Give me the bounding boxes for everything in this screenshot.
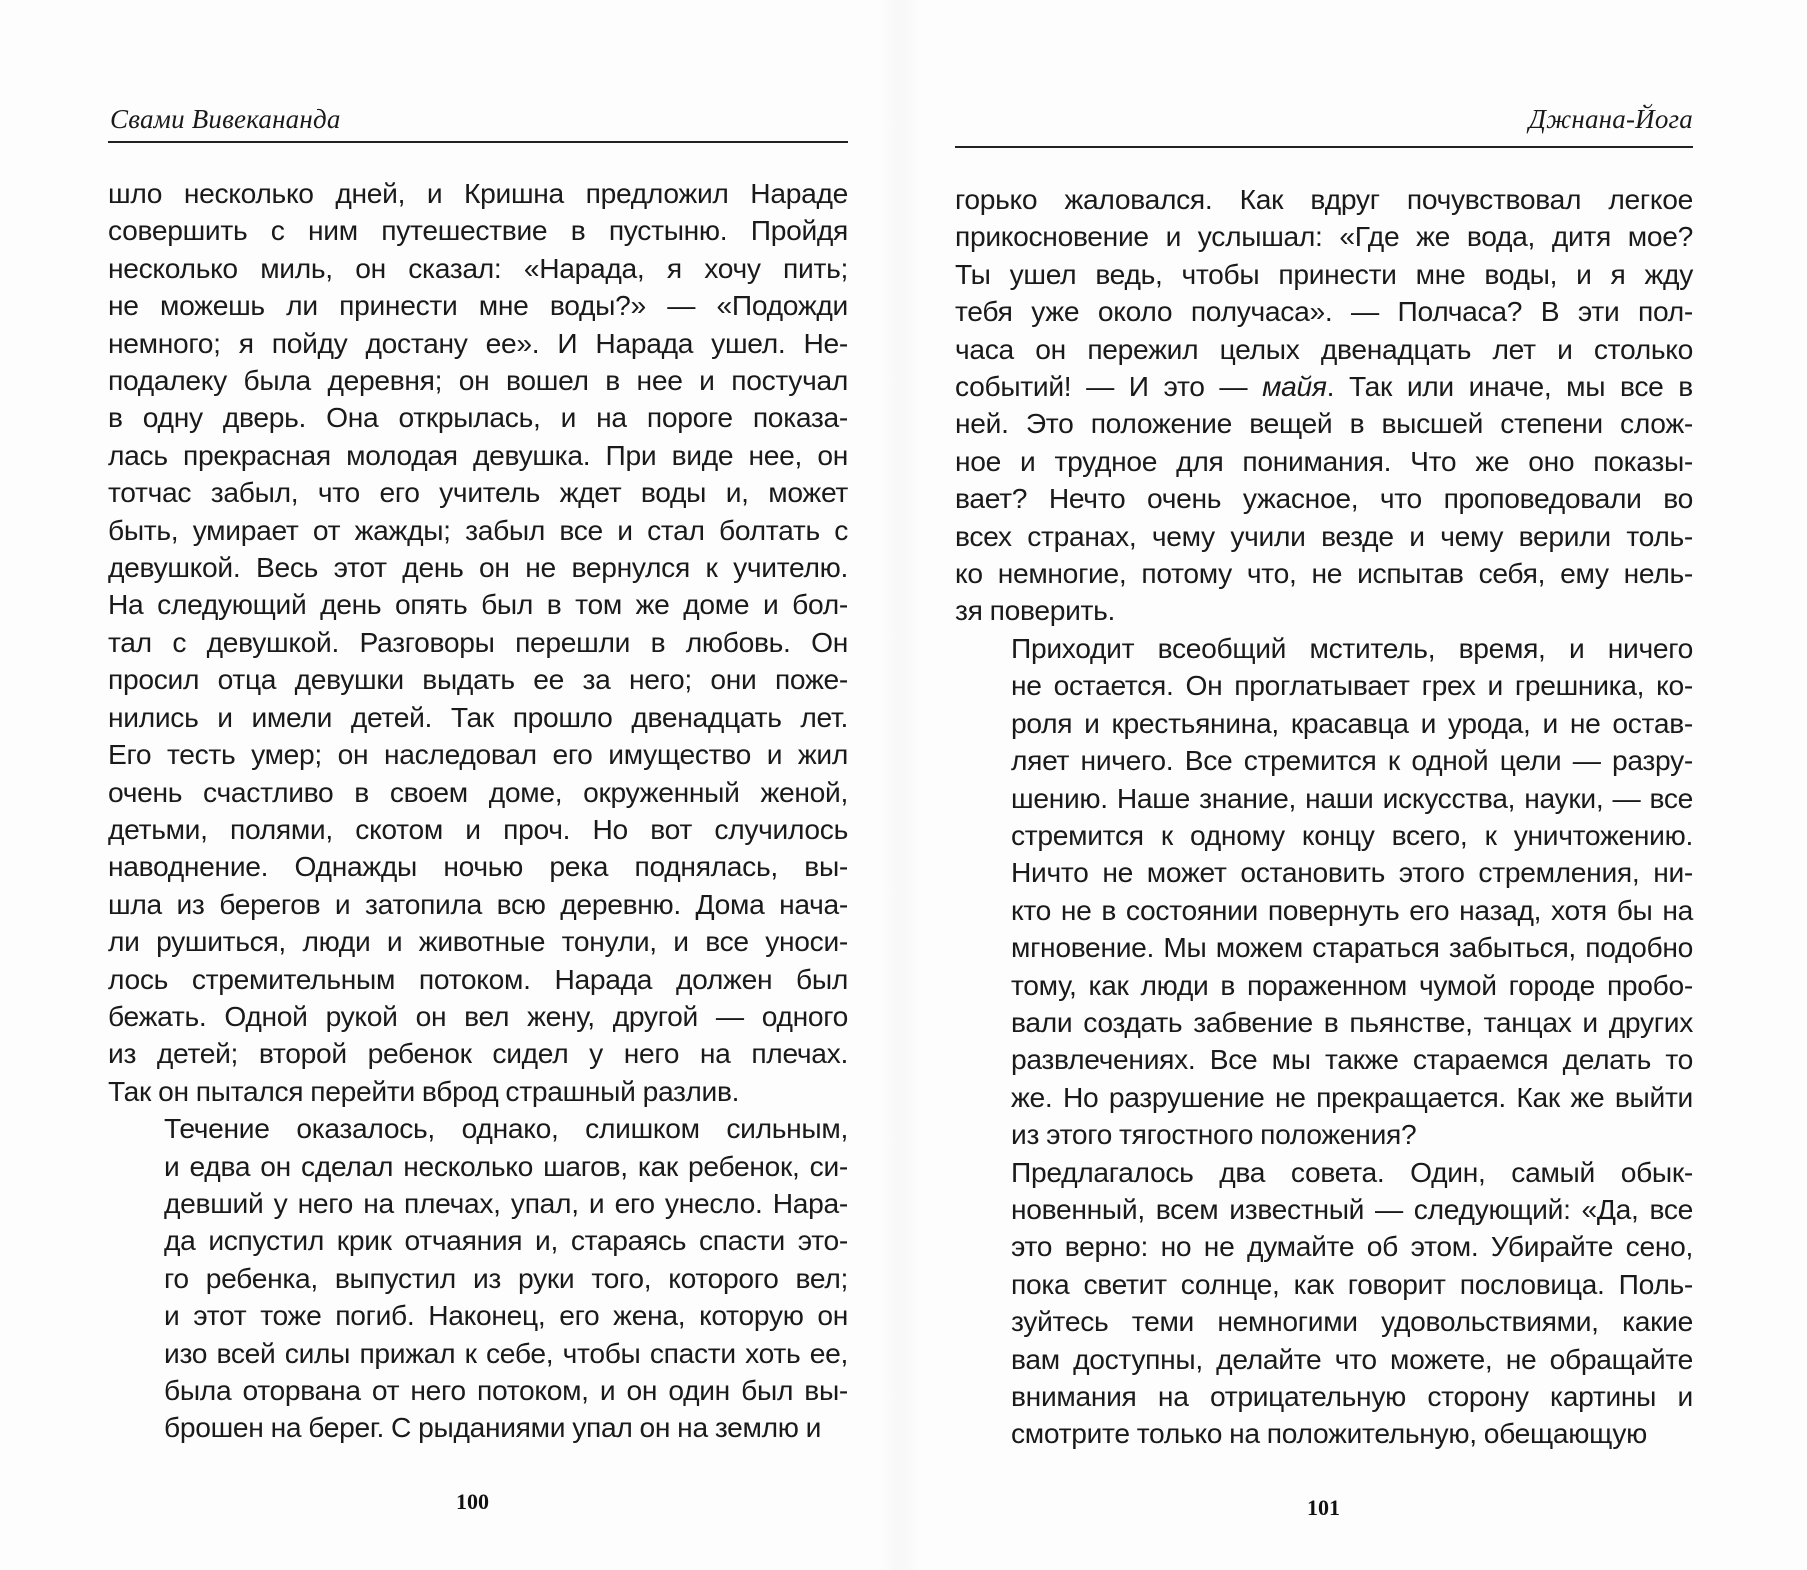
text-line: не можешь ли принести мне воды?» — «Подожди <box>108 289 848 322</box>
paragraph <box>108 175 848 1110</box>
text-line: тал с девушкой. Разговоры перешли в любовь. Он <box>108 625 848 658</box>
paragraph <box>955 181 1693 630</box>
text-line: зя поверить. <box>955 594 1116 627</box>
text-line: часа он пережил целых двенадцать лет и столько <box>955 332 1693 365</box>
text-line: вает? Нечто очень ужасное, что проповедовали во <box>955 482 1693 515</box>
text-line: вам доступны, делайте что можете, не обращайте <box>1011 1342 1693 1375</box>
text-line: вали создать забвение в пьянстве, танцах и других <box>1011 1005 1693 1038</box>
text-line: в одну дверь. Она открылась, и на пороге показа- <box>108 401 848 434</box>
text-line: бежать. Одной рукой он вел жену, другой — одного <box>108 999 848 1032</box>
header-rule <box>108 141 848 143</box>
text-line: роля и крестьянина, красавца и урода, и не остав- <box>1011 706 1693 739</box>
text-run: событий! — И это — <box>955 370 1263 403</box>
text-line: же. Но разрушение не прекращается. Как же выйти <box>1011 1080 1693 1113</box>
text-line: брошен на берег. С рыданиями упал он на землю и <box>164 1411 822 1444</box>
text-line: немного; я пойду достану ее». И Нарада ушел. Не- <box>108 326 848 359</box>
book-gutter <box>880 0 920 1570</box>
text-line: Так он пытался перейти вброд страшный разлив. <box>108 1074 740 1107</box>
text-line: стремится к одному концу всего, к уничтожению. <box>1011 818 1693 851</box>
text-line: зуйтесь теми немногими удовольствиями, какие <box>1011 1305 1693 1338</box>
text-line: Приходит всеобщий мститель, время, и ничего <box>1011 631 1693 664</box>
paragraph <box>108 1110 848 1447</box>
text-line: развлечениях. Все мы также стараемся делать то <box>1011 1043 1693 1076</box>
text-line: и едва он сделал несколько шагов, как ребенок, си- <box>164 1149 848 1182</box>
text-line: ко немногие, потому что, не испытав себя, ему нель- <box>955 557 1693 590</box>
text-line: Ты ушел ведь, чтобы принести мне воды, и я жду <box>955 257 1693 290</box>
text-line: тотчас забыл, что его учитель ждет воды и, может <box>108 476 848 509</box>
text-line: лось стремительным потоком. Нарада должен был <box>108 962 848 995</box>
text-line: мгновение. Мы можем стараться забыться, подобно <box>1011 931 1693 964</box>
text-line: прикосновение и услышал: «Где же вода, дитя мое? <box>955 220 1693 253</box>
text-line: го ребенка, выпустил из руки того, которого вел; <box>164 1261 848 1294</box>
text-line: да испустил крик отчаяния и, стараясь спасти это- <box>164 1224 848 1257</box>
text-line: детьми, полями, скотом и проч. Но вот случилось <box>108 812 848 845</box>
text-line: это верно: но не думайте об этом. Убирайте сено, <box>1011 1230 1693 1263</box>
text-line: кто не в состоянии повернуть его назад, хотя бы на <box>1011 893 1693 926</box>
paragraph <box>955 630 1693 1154</box>
text-line: На следующий день опять был в том же доме и бол- <box>108 588 848 621</box>
text-line: тебя уже около получаса». — Полчаса? В эти пол- <box>955 295 1693 328</box>
text-line: ли рушиться, люди и животные тонули, и все уноси- <box>108 925 848 958</box>
text-line: смотрите только на положительную, обещающую <box>1011 1417 1647 1450</box>
text-line: не остается. Он проглатывает грех и грешника, ко- <box>1011 669 1693 702</box>
text-line: Ничто не может остановить этого стремления, ни- <box>1011 856 1693 889</box>
text-line: нились и имели детей. Так прошло двенадцать лет. <box>108 700 848 733</box>
text-run: . Так или иначе, мы все в <box>1326 370 1693 403</box>
text-line: просил отца девушки выдать ее за него; они поже- <box>108 663 848 696</box>
text-line: из детей; второй ребенок сидел у него на плечах. <box>108 1037 848 1070</box>
text-line: шла из берегов и затопила всю деревню. Дома нача- <box>108 887 848 920</box>
header-rule <box>955 146 1693 148</box>
text-line: и этот тоже погиб. Наконец, его жена, которую он <box>164 1299 848 1332</box>
text-line: несколько миль, он сказал: «Нарада, я хочу пить; <box>108 251 848 284</box>
text-line: Течение оказалось, однако, слишком сильным, <box>164 1112 848 1145</box>
text-line <box>955 368 1693 405</box>
text-line: девший у него на плечах, упал, и его унесло. Нара- <box>164 1186 848 1219</box>
text-line: была оторвана от него потоком, и он один был вы- <box>164 1374 848 1406</box>
body-text <box>108 175 848 1447</box>
text-line: лась прекрасная молодая девушка. При виде нее, он <box>108 438 848 471</box>
text-line: пока светит солнце, как говорит пословица. Поль- <box>1011 1267 1693 1300</box>
text-line: подалеку была деревня; он вошел в нее и постучал <box>108 364 848 397</box>
body-text <box>955 181 1693 1453</box>
text-line: изо всей силы прижал к себе, чтобы спасти хоть ее, <box>164 1336 848 1369</box>
text-line: быть, умирает от жажды; забыл все и стал болтать с <box>108 513 848 546</box>
text-line: шению. Наше знание, наши искусства, науки, — все <box>1011 781 1693 814</box>
text-line: ляет ничего. Все стремится к одной цели — разру- <box>1011 744 1693 777</box>
text-line: совершить с ним путешествие в пустыню. Пройдя <box>108 214 848 247</box>
text-line: шло несколько дней, и Кришна предложил Нараде <box>108 177 848 209</box>
text-line: из этого тягостного положения? <box>1011 1118 1417 1151</box>
text-line: Предлагалось два совета. Один, самый обык- <box>1011 1155 1693 1188</box>
text-line: очень счастливо в своем доме, окруженный женой, <box>108 775 848 808</box>
page-number: 101 <box>1307 1495 1340 1520</box>
text-line: наводнение. Однажды ночью река поднялась, вы- <box>108 850 848 883</box>
running-head-title: Джнана-Йога <box>1528 104 1693 134</box>
italic-term: майя <box>1262 370 1327 403</box>
running-head-author: Свами Вивекананда <box>110 104 341 134</box>
text-line: ное и трудное для понимания. Что же оно показы- <box>955 444 1693 477</box>
text-line: новенный, всем известный — следующий: «Да, все <box>1011 1192 1693 1225</box>
text-line: Его тесть умер; он наследовал его имущество и жил <box>108 738 848 771</box>
paragraph <box>955 1154 1693 1453</box>
text-line: внимания на отрицательную сторону картины и <box>1011 1380 1693 1412</box>
text-line: всех странах, чему учили везде и чему верили толь- <box>955 519 1693 552</box>
text-line: девушкой. Весь этот день он не вернулся к учителю. <box>108 551 848 584</box>
text-line: горько жаловался. Как вдруг почувствовал легкое <box>955 183 1693 215</box>
text-line: ней. Это положение вещей в высшей степени слож- <box>955 407 1693 440</box>
text-line: тому, как люди в пораженном чумой городе пробо- <box>1011 968 1693 1001</box>
page-number: 100 <box>456 1489 489 1514</box>
